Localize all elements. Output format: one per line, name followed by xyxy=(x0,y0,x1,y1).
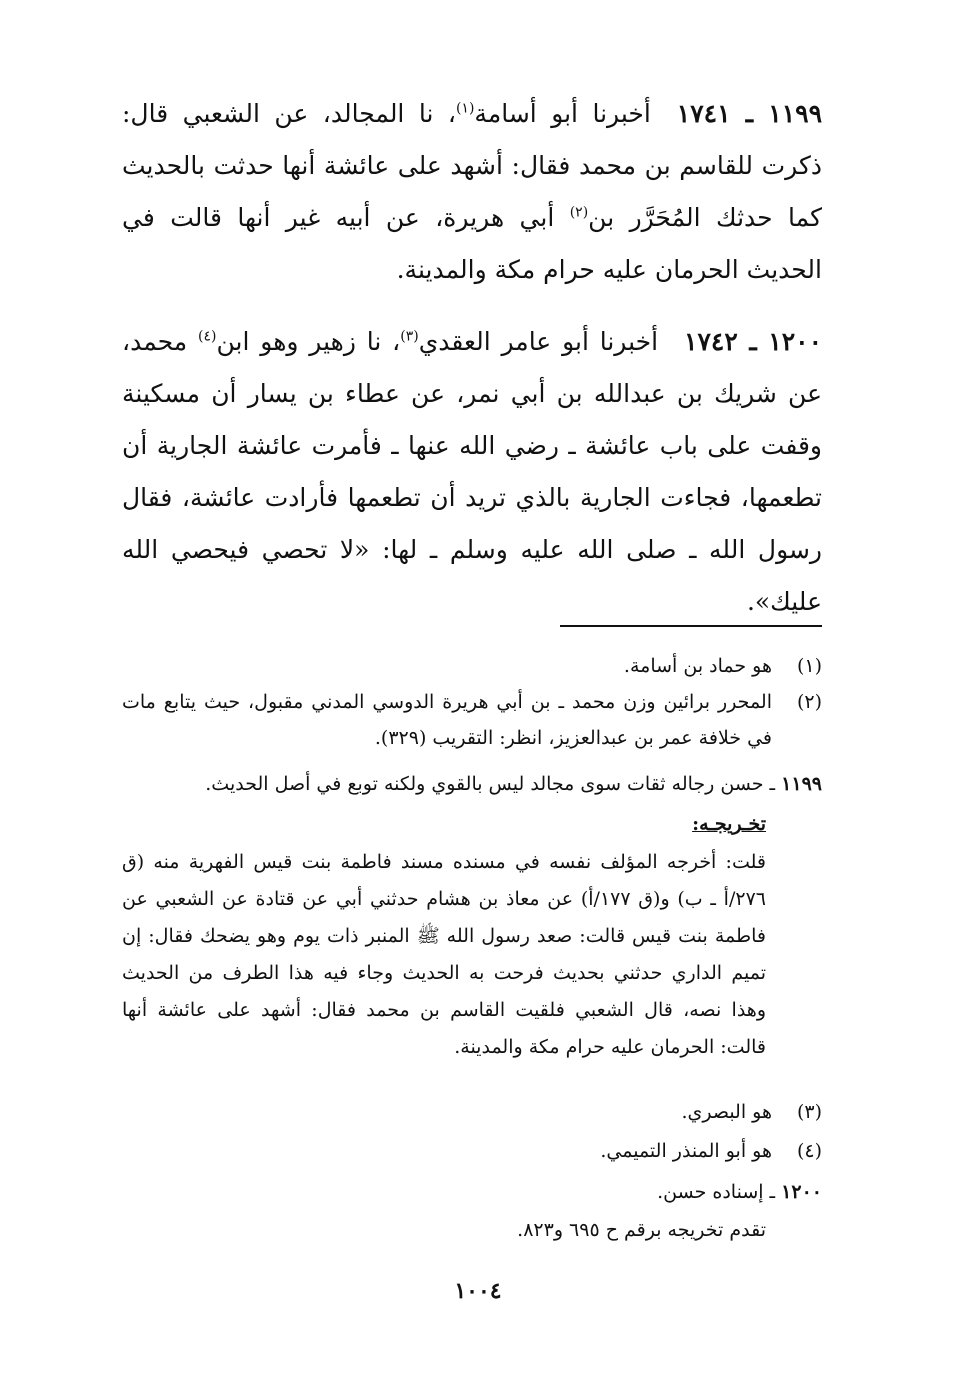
hadith-number: ١٢٠٠ xyxy=(781,1181,822,1203)
footnote-text: هو أبو المنذر التميمي. xyxy=(600,1140,772,1162)
hadith-text-part: أخبرنا أبو أسامة xyxy=(474,99,651,128)
grading-1199 xyxy=(122,766,822,802)
hadith-text-part: ، نا المجالد، عن الشعبي قال: ذكرت للقاسم بن محمد فقال: أشهد على عائشة أنها حدثت بالحديث كما حدثك المُحَرَّر بن xyxy=(122,99,822,232)
hadith-text-part: أبي هريرة، عن أبيه غير أنها قالت في الحديث الحرمان عليه حرام مكة والمدينة. xyxy=(122,203,822,284)
footnote-4 xyxy=(122,1133,822,1169)
hadith-text-part: أخبرنا أبو عامر العقدي xyxy=(418,327,659,356)
grading-text: ـ حسن رجاله ثقات سوى مجالد ليس بالقوي ولكنه توبع في أصل الحديث. xyxy=(205,773,782,795)
grading-text: ـ إسناده حسن. xyxy=(657,1181,782,1203)
hadith-text-part: محمد، عن شريك بن عبدالله بن أبي نمر، عن عطاء بن يسار أن مسكينة وقفت على باب عائشة ـ رضي الله عنها ـ فأمرت عائشة الجارية أن تطعمها، فجاءت الجارية بالذي تريد أن تطعمها فأرادت عائشة، فقال رسول الله ـ صلى الله عليه وسلم ـ لها: «لا تحصي فيحصي الله عليك». xyxy=(122,327,822,616)
takhrij-label: تخـريجـه: xyxy=(692,813,766,835)
footnote-ref: (٣) xyxy=(400,328,419,345)
footnote-mark: (٣) xyxy=(796,1101,822,1123)
hadith-entry-1200 xyxy=(122,316,822,628)
grading-text: تقدم تخريجه برقم ح ٦٩٥ و٨٢٣. xyxy=(517,1219,766,1241)
footnote-2 xyxy=(122,684,822,756)
hadith-number: ١٢٠٠ ـ ١٧٤٢ xyxy=(684,327,823,356)
page-number: ١٠٠٤ xyxy=(454,1278,502,1304)
takhrij-heading xyxy=(122,806,822,842)
hadith-text-part: ، نا زهير وهو ابن xyxy=(216,327,401,356)
footnote-text: هو البصري. xyxy=(681,1101,772,1123)
takhrij-body xyxy=(122,844,822,1066)
footnote-mark: (١) xyxy=(796,655,822,677)
footnote-ref: (١) xyxy=(455,100,475,117)
footnote-text: المحرر برائين وزن محمد ـ بن أبي هريرة الدوسي المدني مقبول، حيث يتابع مات في خلافة عمر بن عبدالعزيز، انظر: التقريب (٣٢٩). xyxy=(122,691,772,749)
footnote-3 xyxy=(122,1094,822,1130)
footnote-mark: (٤) xyxy=(796,1140,822,1162)
hadith-entry-1199 xyxy=(122,88,822,296)
footnote-separator xyxy=(560,625,822,627)
footnote-ref: (٢) xyxy=(569,204,589,221)
takhrij-text: قلت: أخرجه المؤلف نفسه في مسنده مسند فاطمة بنت قيس الفهرية منه (ق ٢٧٦/أ ـ ب) و(ق ١٧٧/أ) عن معاذ بن هشام حدثني أبي عن قتادة عن الشعبي عن فاطمة بنت قيس قالت: صعد رسول الله ﷺ المنبر ذات يوم وهو يضحك فقال: إن تميم الداري حدثني بحديث فرحت به الحديث وجاء فيه هذا الطرف من الحديث وهذا نصه، قال الشعبي فلقيت القاسم بن محمد فقال: أشهد على عائشة أنها قالت: الحرمان عليه حرام مكة والمدينة. xyxy=(122,851,766,1058)
hadith-number: ١١٩٩ xyxy=(781,773,822,795)
footnote-ref: (٤) xyxy=(198,328,217,345)
footnote-text: هو حماد بن أسامة. xyxy=(623,655,772,677)
hadith-number: ١١٩٩ ـ ١٧٤١ xyxy=(676,99,822,128)
footnote-1 xyxy=(122,648,822,684)
footnote-mark: (٢) xyxy=(796,691,822,713)
grading-1200-line2 xyxy=(122,1212,822,1248)
grading-1200 xyxy=(122,1174,822,1210)
